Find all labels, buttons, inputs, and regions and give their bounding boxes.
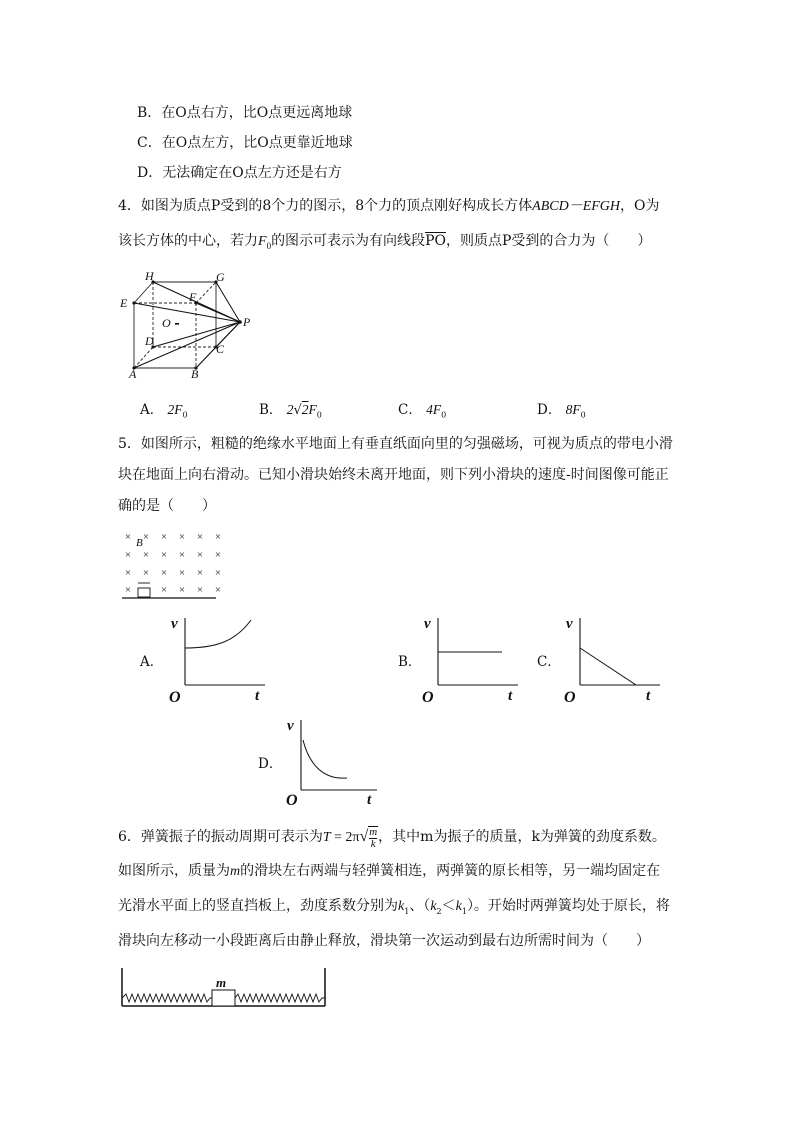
q5-option-a-label: A．	[140, 654, 164, 670]
q6-line1: 6．弹簧振子的振动周期可表示为T = 2π√ $\frac{m}{k}$ ，其中m为振子的质量，k为弹簧的劲度系数。	[118, 826, 666, 850]
svg-text:O: O	[286, 792, 298, 807]
q5-line3: 确的是（ ）	[118, 498, 216, 514]
q4-option-c: C． $4F_0$	[398, 402, 447, 420]
q4-F0: $F_0$	[258, 234, 272, 251]
label-A: A	[129, 367, 137, 380]
right-spring	[235, 994, 325, 1002]
q4-line2-end: ，则质点P受到的合力为（ ）	[445, 233, 652, 249]
q4-cuboid-name: ABCD－EFGH	[532, 199, 621, 214]
label-B: B	[191, 367, 199, 380]
q4-line2-text: 该长方体的中心，若力	[118, 233, 258, 249]
svg-text:O: O	[564, 689, 576, 705]
q4-line1	[118, 196, 660, 217]
field-cross: ×	[196, 567, 204, 579]
q4-line1-text: 4．如图为质点P受到的8个力的图示，8个力的顶点刚好构成长方体	[118, 198, 533, 214]
field-cross: ×	[160, 567, 168, 579]
field-cross: ×	[142, 567, 150, 579]
field-cross: ×	[178, 531, 186, 543]
svg-text:v: v	[287, 718, 294, 734]
charged-slider	[138, 588, 150, 597]
label-D: D	[145, 334, 154, 348]
field-cross: ×	[214, 584, 222, 596]
center-O-dot	[175, 323, 179, 325]
q4-option-d: D． $8F_0$	[537, 402, 586, 420]
field-cross: ×	[214, 549, 222, 561]
field-cross: ×	[124, 567, 132, 579]
q5-option-d-label: D．	[258, 756, 283, 772]
q5-line2: 块在地面上向右滑动。已知小滑块始终未离开地面，则下列小滑块的速度-时间图像可能正	[118, 467, 669, 483]
q6-spring-figure	[120, 966, 330, 1010]
field-cross: ×	[196, 584, 204, 596]
label-H: H	[145, 269, 154, 283]
field-cross: ×	[160, 531, 168, 543]
field-cross: ×	[124, 584, 132, 596]
q4-option-a: A． $2F_0$	[140, 402, 188, 420]
graph-a-curve	[185, 620, 251, 648]
q5-graph-a	[165, 610, 275, 705]
q4-line2	[118, 231, 651, 256]
label-F: F	[189, 290, 197, 304]
field-cross: ×	[178, 549, 186, 561]
svg-text:t: t	[367, 792, 372, 807]
edge-EH	[134, 282, 153, 303]
field-cross: ×	[124, 531, 132, 543]
svg-text:v: v	[566, 616, 573, 632]
q3-option-d: D．无法确定在O点左方还是右方	[137, 165, 342, 181]
force-PE	[134, 303, 240, 322]
field-cross: ×	[178, 584, 186, 596]
svg-text:O: O	[169, 689, 181, 705]
svg-text:O: O	[422, 689, 434, 705]
field-cross: ×	[178, 567, 186, 579]
point-P	[238, 320, 242, 324]
label-G: G	[216, 270, 225, 284]
q6-line2: 如图所示，质量为m的滑块左右两端与轻弹簧相连，两弹簧的原长相等，另一端均固定在	[118, 863, 661, 879]
field-cross: ×	[142, 549, 150, 561]
q5-line1: 5．如图所示，粗糙的绝缘水平地面上有垂直纸面向里的匀强磁场，可视为质点的带电小滑	[118, 436, 673, 452]
q3-option-b: B．在O点右方，比O点更远离地球	[137, 105, 353, 121]
left-spring	[122, 994, 212, 1002]
field-cross: ×	[160, 549, 168, 561]
field-cross: ×	[196, 549, 204, 561]
q5-option-b-label: B．	[398, 654, 422, 670]
field-cross: ×	[214, 531, 222, 543]
svg-text:v: v	[171, 616, 178, 632]
q5-graph-b	[418, 610, 528, 705]
field-cross: ×	[214, 567, 222, 579]
q6-line3: 光滑水平面上的竖直挡板上，劲度系数分别为$k_1$、$(k_2<k_1)$。开始时两弹簧均处于原长，将	[118, 898, 670, 916]
graph-c-line	[580, 648, 636, 685]
force-PF	[196, 303, 240, 322]
label-O: O	[162, 316, 171, 330]
edge-FG	[196, 282, 216, 303]
q6-formula: T = 2π√ $\frac{m}{k}$	[322, 826, 378, 850]
field-cross: ×	[196, 531, 204, 543]
q4-option-b: B． $2√2F_0$	[259, 402, 322, 420]
q5-graph-d	[285, 712, 385, 807]
vertex-E	[132, 301, 135, 304]
q5-option-c-label: C．	[537, 654, 561, 670]
q5-graph-c	[560, 610, 670, 705]
svg-text:t: t	[508, 688, 513, 704]
field-cross: ×	[142, 531, 150, 543]
svg-text:t: t	[255, 688, 260, 704]
q5-field-figure	[118, 526, 228, 604]
edge-AD	[134, 347, 153, 368]
q4-cuboid-figure	[118, 268, 268, 380]
q4-line2-mid: 的图示可表示为有向线段	[271, 233, 426, 249]
field-label-B: B	[136, 537, 143, 549]
mass-label: m	[216, 975, 227, 990]
q4-line1-end: ，O为	[620, 198, 660, 214]
field-cross: ×	[124, 549, 132, 561]
label-E: E	[120, 296, 128, 310]
q3-option-c: C．在O点左方，比O点更靠近地球	[137, 135, 353, 151]
field-cross: ×	[160, 584, 168, 596]
label-P: P	[243, 315, 251, 329]
graph-d-curve	[303, 740, 347, 778]
svg-text:v: v	[424, 616, 431, 632]
label-C: C	[216, 342, 225, 356]
q4-vector-PO: $\overline{PO}$	[425, 233, 446, 249]
slider-block	[212, 990, 235, 1006]
svg-text:t: t	[646, 688, 651, 704]
q6-line4: 滑块向左移动一小段距离后由静止释放，滑块第一次运动到最右边所需时间为（ ）	[118, 933, 650, 949]
